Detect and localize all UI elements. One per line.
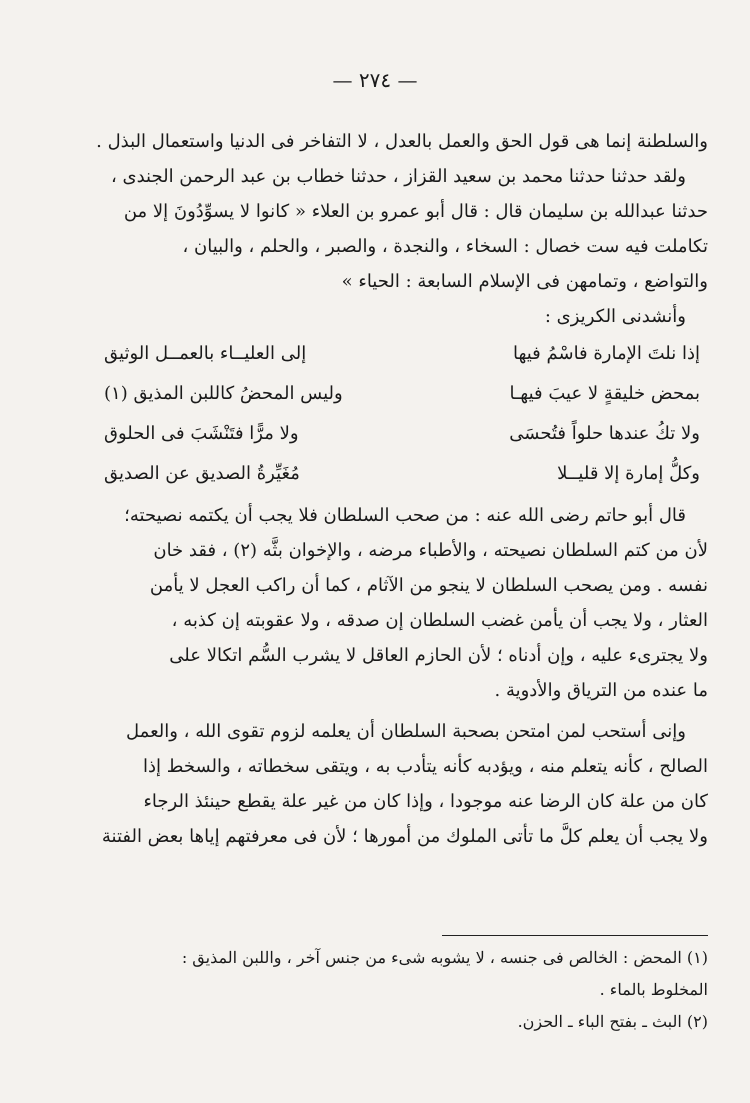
text-line: العثار ، ولا يجب أن يأمن غضب السلطان إن صدقه ، ولا عقوبته إن كذبه ، (171, 610, 708, 631)
hemistich-second: وليس المحضُ كاللبن المذيق (١) (104, 383, 343, 404)
text-line: الصالح ، كأنه يتعلم منه ، ويؤدبه كأنه يتأدب به ، ويتقى سخطاته ، والسخط إذا (143, 756, 708, 777)
text-line: نفسه . ومن يصحب السلطان لا ينجو من الآثام ، كما أن راكب العجل لا يأمن (149, 575, 708, 596)
text-line: ولا يجب أن يعلم كلَّ ما تأتى الملوك من أمورها ؛ لأن فى معرفتهم إياها بعض الفتنة (101, 826, 708, 847)
text-line: كان من علة كان الرضا عنه موجودا ، وإذا كان من غير علة يقطع حينئذ الرجاء (143, 791, 708, 812)
footnote-line: (١) المحض : الخالص فى جنسه ، لا يشوبه شىء من جنس آخر ، واللبن المذيق : (181, 948, 708, 967)
text-line: ولا يجترىء عليه ، وإن أدناه ؛ لأن الحازم العاقل لا يشرب السُّم اتكالا على (169, 645, 708, 666)
verse (104, 334, 700, 374)
text-line: قال أبو حاتم رضى الله عنه : من صحب السلطان فلا يجب أن يكتمه نصيحته؛ (124, 505, 686, 526)
poem (96, 334, 708, 494)
text-line: والسلطنة إنما هى قول الحق والعمل بالعدل ، لا التفاخر فى الدنيا واستعمال البذل . (96, 131, 708, 152)
hemistich-second: مُغَيِّرةُ الصديق عن الصديق (104, 463, 300, 484)
footnotes (96, 942, 708, 1038)
verse (104, 374, 700, 414)
text-line: تكاملت فيه ست خصال : السخاء ، والنجدة ، والصبر ، والحلم ، والبيان ، (182, 236, 708, 257)
main-text (96, 124, 708, 854)
verse (104, 414, 700, 454)
footnote-line: (٢) البث ـ بفتح الباء ـ الحزن. (517, 1012, 708, 1031)
text-line: ولقد حدثنا حدثنا محمد بن سعيد القزاز ، حدثنا خطاب بن عبد الرحمن الجندى ، (110, 166, 686, 187)
footnote-line: المخلوط بالماء . (599, 980, 708, 999)
verse (104, 454, 700, 494)
text-line: لأن من كتم السلطان نصيحته ، والأطباء مرضه ، والإخوان بثَّه (٢) ، فقد خان (153, 540, 708, 561)
hemistich-first: ولا تكُ عندها حلواً فتُحسَى (509, 423, 700, 444)
footnote-separator (442, 935, 708, 936)
text-line: وأنشدنى الكريزى : (544, 306, 686, 327)
hemistich-second: إلى العليــاء بالعمــل الوثيق (104, 343, 307, 364)
text-line: ما عنده من الترياق والأدوية . (494, 680, 708, 701)
text-line: والتواضع ، وتمامهن فى الإسلام السابعة : الحياء » (341, 271, 708, 292)
hemistich-first: إذا نلتَ الإمارة فاسْمُ فيها (512, 343, 700, 364)
hemistich-first: وكلُّ إمارة إلا قليــلا (557, 463, 700, 484)
text-line: وإنى أستحب لمن امتحن بصحبة السلطان أن يعلمه لزوم تقوى الله ، والعمل (126, 721, 686, 742)
hemistich-first: بمحض خليقةٍ لا عيبَ فيهـا (509, 383, 700, 404)
page-number: — ٢٧٤ — (332, 68, 418, 92)
text-line: حدثنا عبدالله بن سليمان قال : قال أبو عمرو بن العلاء « كانوا لا يسوِّدُونَ إلا من (123, 201, 708, 222)
hemistich-second: ولا مرًّا فتَنْشَبَ فى الحلوق (104, 423, 299, 444)
